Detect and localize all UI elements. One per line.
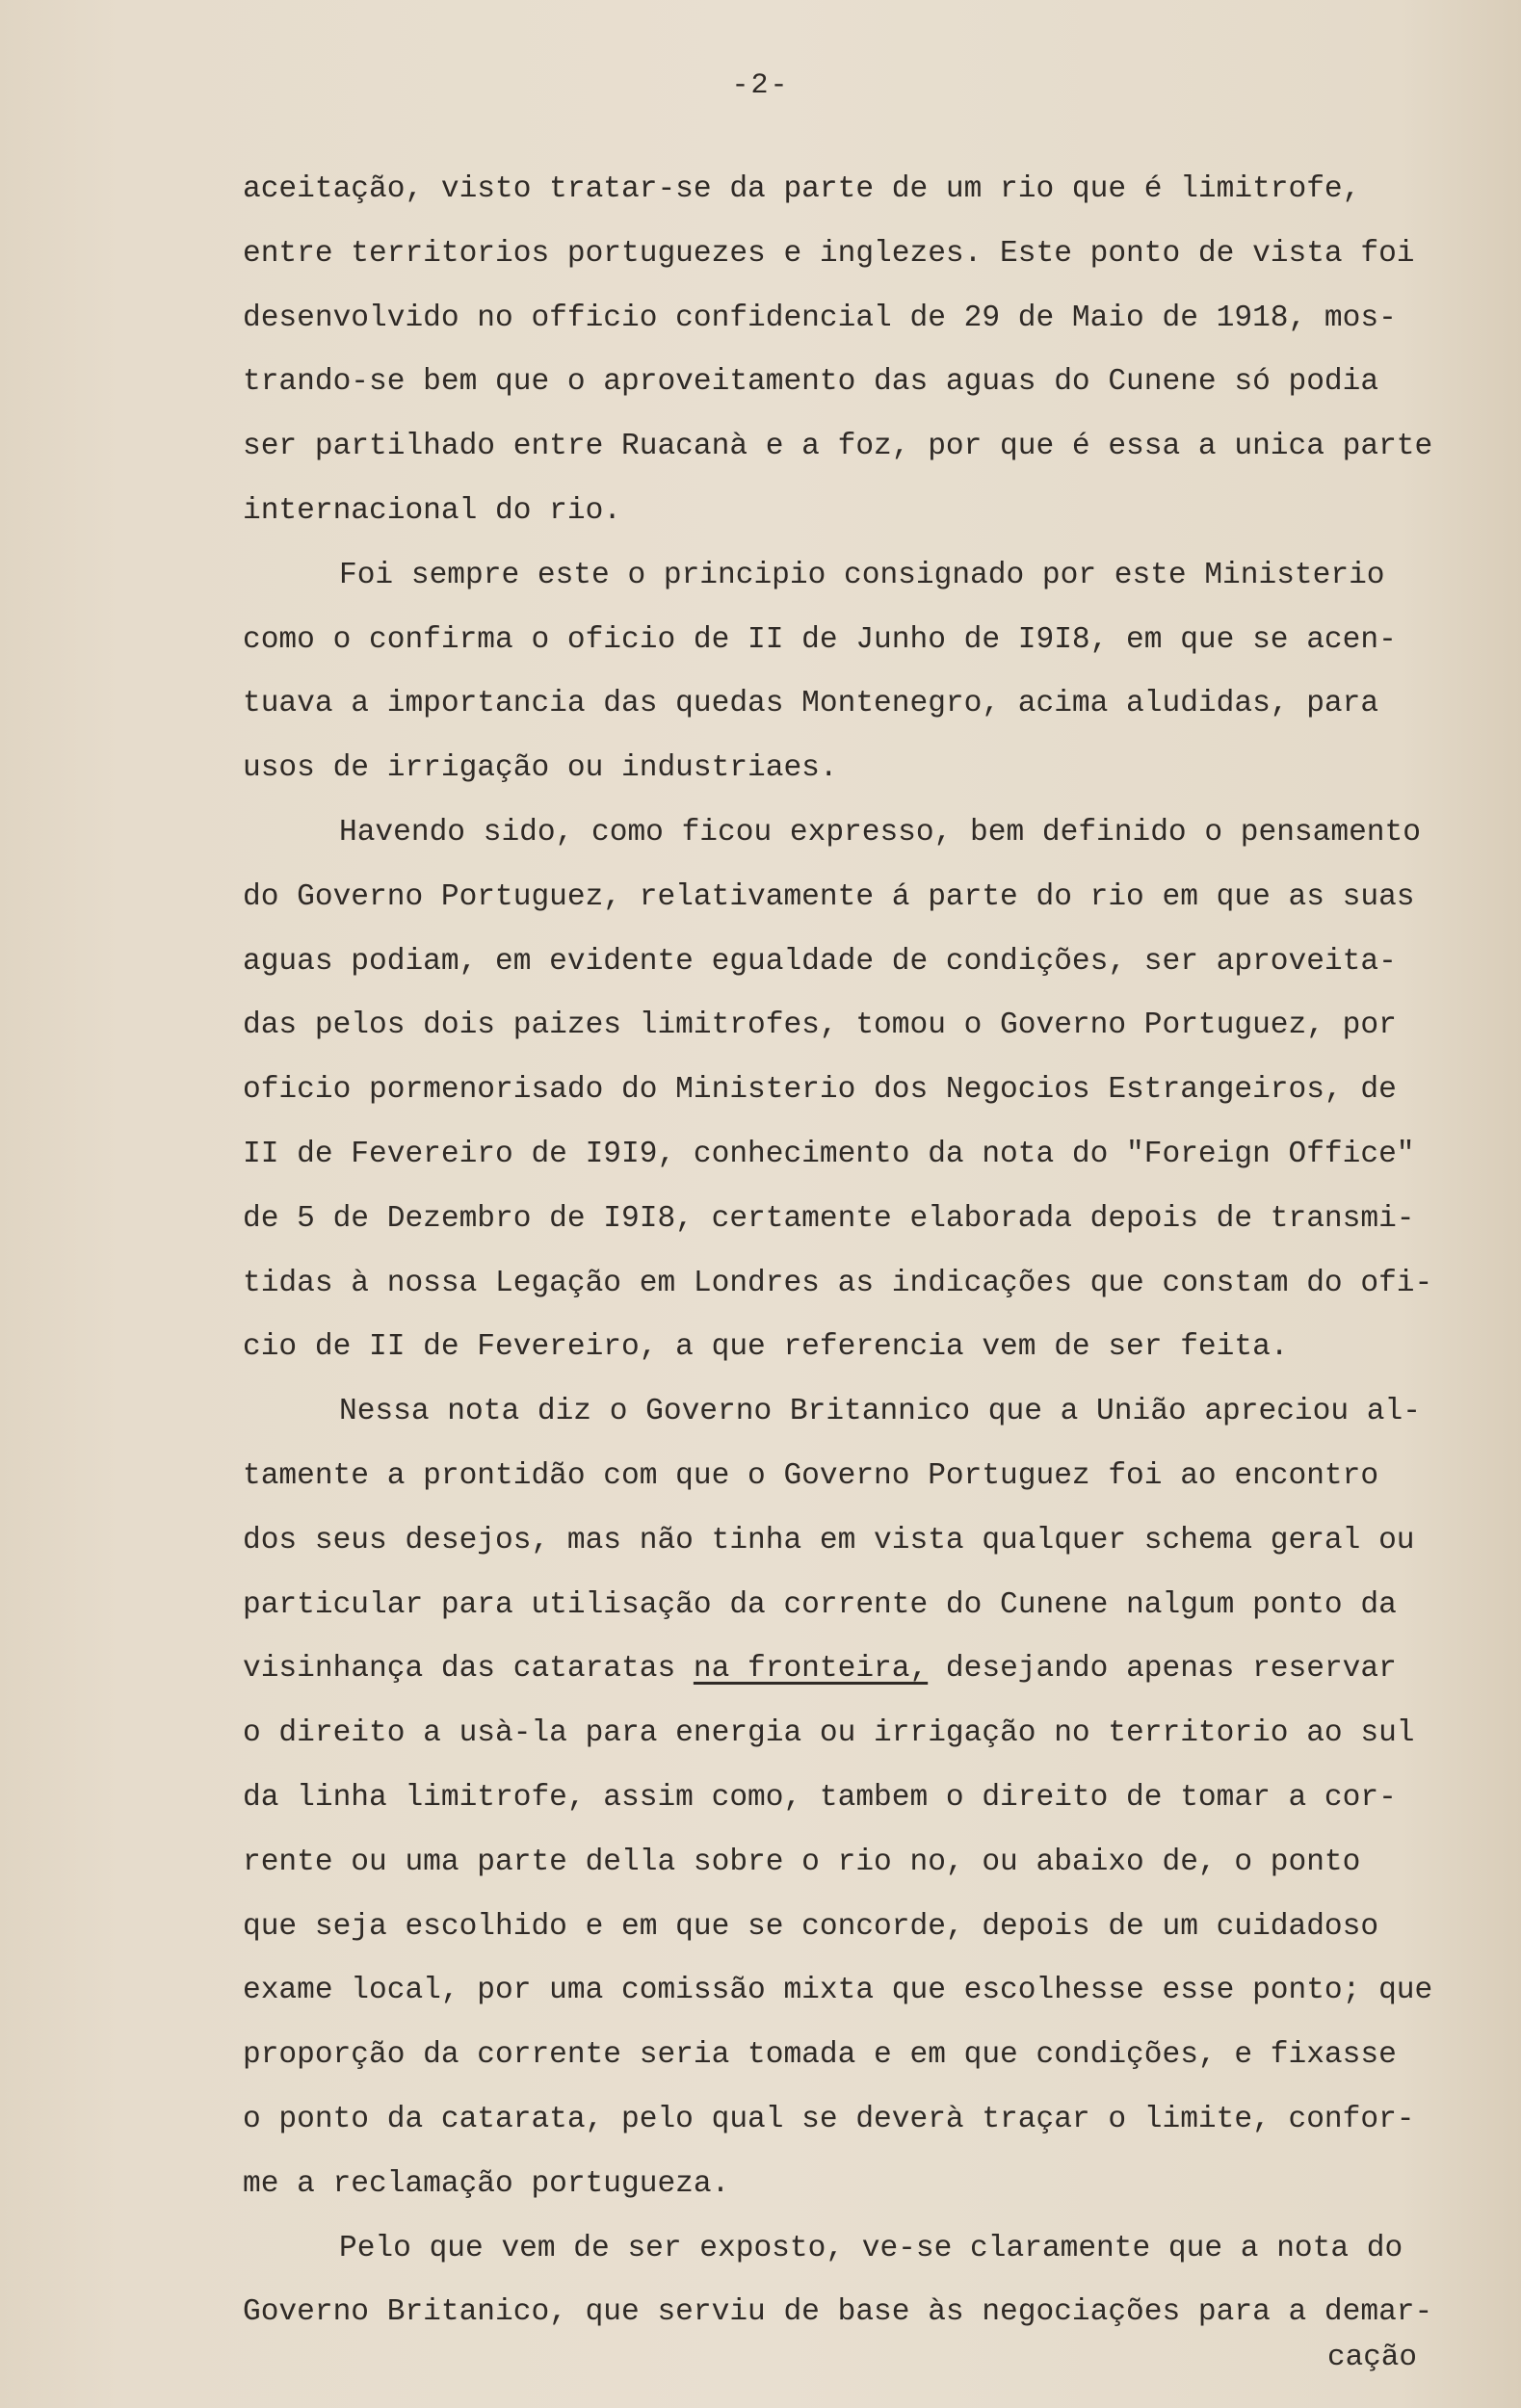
text-line: usos de irrigação ou industriaes. [243, 751, 838, 786]
text-line: exame local, por uma comissão mixta que escolhesse esse ponto; que [243, 1974, 1433, 2008]
paragraph-4 [243, 1380, 1505, 2216]
text-line: rente ou uma parte della sobre o rio no, ou abaixo de, o ponto [243, 1845, 1361, 1879]
text-segment: desejando apenas reservar [928, 1652, 1397, 1687]
text-segment: visinhança das cataratas [243, 1652, 694, 1687]
text-line: da linha limitrofe, assim como, tambem o direito de tomar a cor- [243, 1780, 1397, 1815]
document-body [243, 158, 1505, 2345]
text-line: entre territorios portuguezes e inglezes. Este ponto de vista foi [243, 236, 1415, 271]
text-line: trando-se bem que o aproveitamento das aguas do Cunene só podia [243, 365, 1379, 400]
text-line: Governo Britanico, que serviu de base às negociações para a demar- [243, 2295, 1433, 2330]
text-line: tamente a prontidão com que o Governo Portuguez foi ao encontro [243, 1458, 1379, 1493]
text-line: Havendo sido, como ficou expresso, bem definido o pensamento [339, 815, 1421, 850]
paragraph-5 [243, 2217, 1505, 2346]
text-line: Pelo que vem de ser exposto, ve-se claramente que a nota do [339, 2231, 1403, 2265]
text-line: das pelos dois paizes limitrofes, tomou o Governo Portuguez, por [243, 1008, 1397, 1043]
text-line: II de Fevereiro de I9I9, conhecimento da nota do "Foreign Office" [243, 1137, 1415, 1171]
text-line: como o confirma o oficio de II de Junho de I9I8, em que se acen- [243, 622, 1397, 657]
text-line: me a reclamação portugueza. [243, 2166, 730, 2201]
text-line: que seja escolhido e em que se concorde, depois de um cuidadoso [243, 1909, 1379, 1944]
text-line: internacional do rio. [243, 493, 622, 528]
paragraph-3 [243, 801, 1505, 1380]
text-line: ser partilhado entre Ruacanà e a foz, por que é essa a unica parte [243, 430, 1433, 464]
paragraph-1 [243, 158, 1505, 544]
text-line: Nessa nota diz o Governo Britannico que a União apreciou al- [339, 1395, 1421, 1429]
text-line: desenvolvido no officio confidencial de 29 de Maio de 1918, mos- [243, 301, 1397, 335]
text-line: tuava a importancia das quedas Montenegro, acima aludidas, para [243, 687, 1379, 721]
text-line: o ponto da catarata, pelo qual se deverà traçar o limite, confor- [243, 2102, 1415, 2136]
text-line: o direito a usà-la para energia ou irrigação no territorio ao sul [243, 1716, 1415, 1751]
text-line: proporção da corrente seria tomada e em que condições, e fixasse [243, 2038, 1397, 2073]
catchword: cação [1327, 2341, 1418, 2374]
text-line: aceitação, visto tratar-se da parte de um rio que é limitrofe, [243, 172, 1361, 206]
text-line: aguas podiam, em evidente egualdade de condições, ser aproveita- [243, 944, 1397, 979]
text-line-underlined [243, 1637, 1505, 1702]
text-line: do Governo Portuguez, relativamente á parte do rio em que as suas [243, 879, 1415, 914]
text-line: cio de II de Fevereiro, a que referencia vem de ser feita. [243, 1330, 1289, 1365]
page-number: -2- [731, 69, 790, 102]
text-line: dos seus desejos, mas não tinha em vista qualquer schema geral ou [243, 1523, 1415, 1557]
text-line: de 5 de Dezembro de I9I8, certamente elaborada depois de transmi- [243, 1201, 1415, 1236]
underlined-phrase: na fronteira, [693, 1652, 929, 1687]
text-line: Foi sempre este o principio consignado por este Ministerio [339, 558, 1385, 592]
text-line: oficio pormenorisado do Ministerio dos Negocios Estrangeiros, de [243, 1073, 1397, 1108]
paragraph-2 [243, 544, 1505, 801]
text-line: particular para utilisação da corrente do Cunene nalgum ponto da [243, 1587, 1397, 1622]
text-line: tidas à nossa Legação em Londres as indicações que constam do ofi- [243, 1266, 1433, 1300]
